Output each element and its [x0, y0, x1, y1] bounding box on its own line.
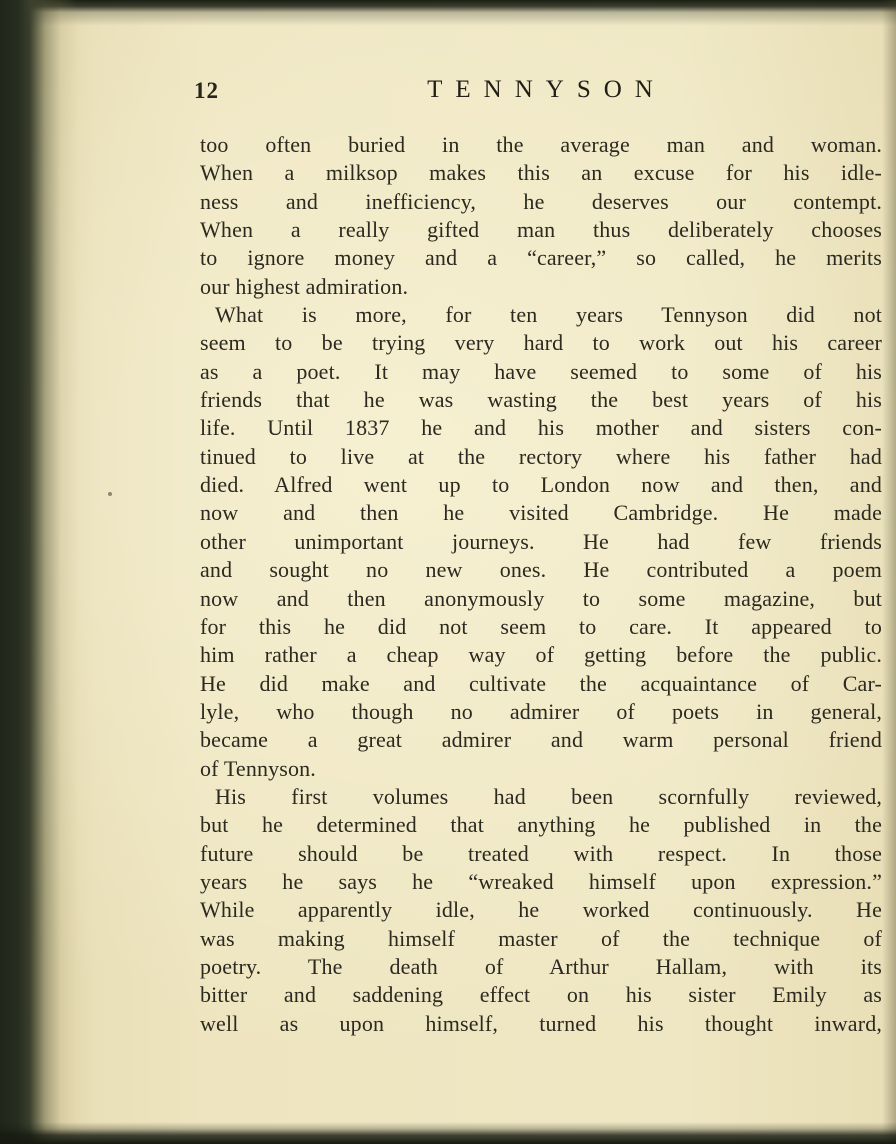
text-line: poetry. The death of Arthur Hallam, with its [200, 953, 882, 979]
text-line: ness and inefficiency, he deserves our contempt. [200, 188, 882, 214]
text-line: our highest admiration. [200, 273, 409, 299]
page-body [200, 131, 882, 1038]
text-line: He did make and cultivate the acquaintance of Car- [200, 670, 882, 696]
text-line: seem to be trying very hard to work out his career [200, 330, 882, 356]
text-line: as a poet. It may have seemed to some of his [200, 358, 882, 384]
page-header [194, 76, 880, 110]
text-line: What is more, for ten years Tennyson did not [215, 302, 882, 328]
text-line: and sought no new ones. He contributed a poem [200, 557, 882, 583]
text-line: was making himself master of the technique of [200, 925, 882, 951]
page-number: 12 [194, 78, 219, 103]
text-line: too often buried in the average man and woman. [200, 132, 882, 157]
text-line: now and then anonymously to some magazine, but [200, 585, 882, 611]
text-line: life. Until 1837 he and his mother and sisters con- [200, 415, 882, 441]
text-line: him rather a cheap way of getting before the public. [200, 642, 882, 668]
text-line: His first volumes had been scornfully reviewed, [215, 783, 882, 809]
text-line: When a really gifted man thus deliberately chooses [200, 217, 882, 243]
text-line: other unimportant journeys. He had few friends [200, 528, 882, 554]
top-edge-shadow [0, 0, 896, 26]
text-line: future should be treated with respect. In those [200, 840, 882, 866]
book-spine-shadow [0, 0, 78, 1144]
text-line: of Tennyson. [200, 755, 316, 781]
text-line: for this he did not seem to care. It appeared to [200, 613, 882, 639]
text-line: well as upon himself, turned his thought inward, [200, 1010, 882, 1036]
text-line: While apparently idle, he worked continuously. He [200, 897, 882, 923]
text-line: died. Alfred went up to London now and then, and [200, 472, 882, 498]
text-line: became a great admirer and warm personal friend [200, 727, 882, 753]
text-line: years he says he “wreaked himself upon expression.” [200, 868, 882, 894]
bottom-edge-shadow [0, 1122, 896, 1144]
text-line: tinued to live at the rectory where his father had [200, 443, 882, 469]
paper-speck [108, 492, 112, 496]
text-line: but he determined that anything he published in the [200, 812, 882, 838]
text-line: When a milksop makes this an excuse for his idle- [200, 160, 882, 186]
right-edge-shadow [882, 0, 896, 1144]
text-line: now and then he visited Cambridge. He made [200, 500, 882, 526]
running-title: TENNYSON [427, 76, 666, 103]
text-line: to ignore money and a “career,” so called, he merits [200, 245, 882, 271]
text-line: friends that he was wasting the best years of his [200, 387, 882, 413]
text-line: bitter and saddening effect on his sister Emily as [200, 982, 882, 1008]
text-line: lyle, who though no admirer of poets in general, [200, 698, 882, 724]
